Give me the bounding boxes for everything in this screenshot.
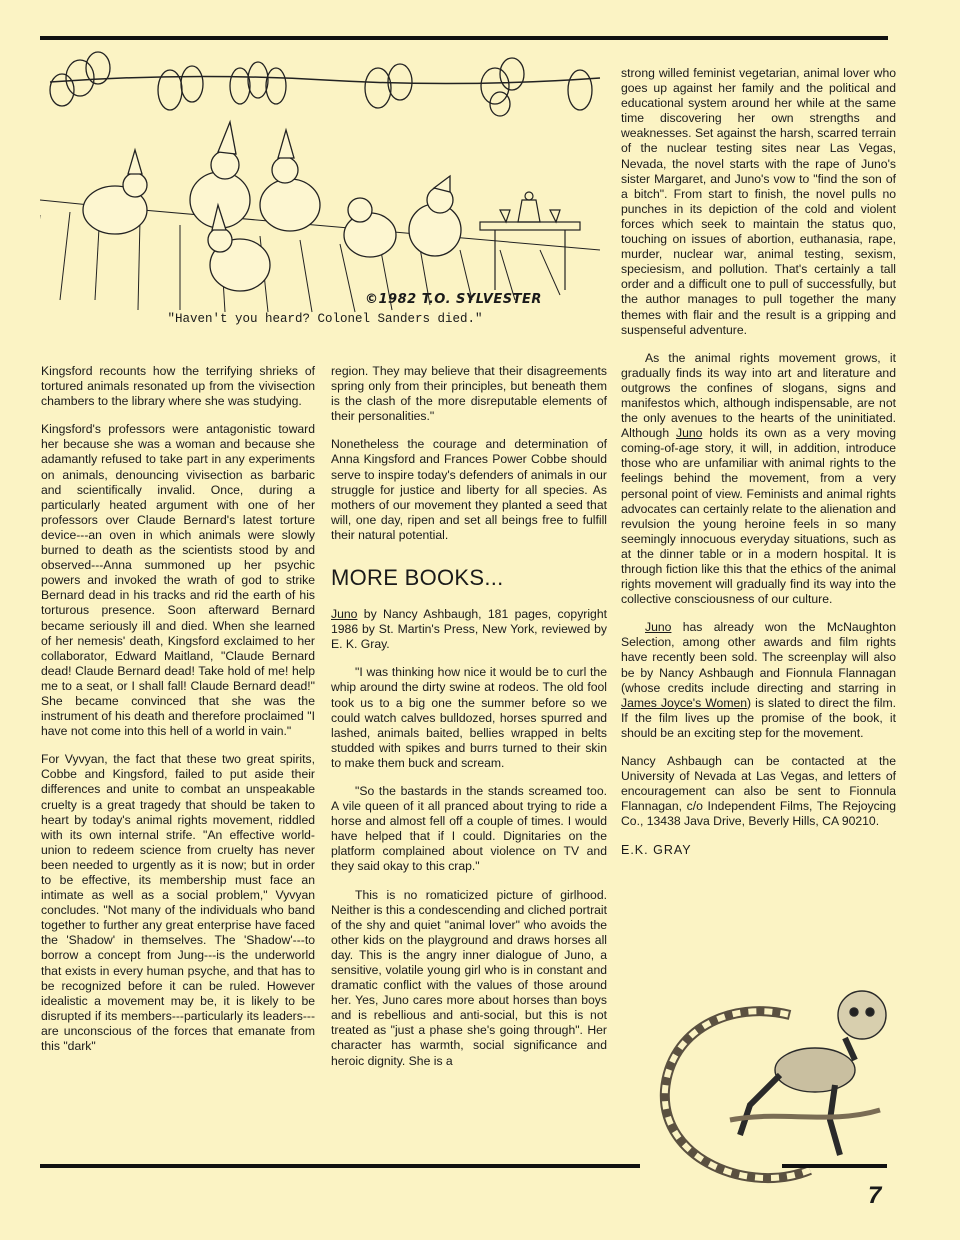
page-number: 7 (868, 1182, 882, 1209)
bottom-rule-right (782, 1164, 887, 1168)
paragraph: As the animal rights movement grows, it gradually finds its way into art and literature and outgrows the confines of slogans, signs and manifestos which, although indispensable, are not the only avenues to the hearts of the uninitiated. Although Juno holds its own as a very moving coming-of-age story, it will, in addition, introduce those who are unfamiliar with animal rights to the feelings behind the movement, from a very personal point of view. Feminists and animal rights advocates can certainly relate to the alienation and revulsion the young heroine feels in so many seemingly innocuous everyday situations, such as at the dinner table or in a modern hospital. It is through fiction like this that the ethics of the animal rights movement will gradually find its way into the collective consciousness of our culture. (621, 350, 896, 607)
column-middle (331, 364, 607, 1082)
top-rule (40, 36, 888, 40)
cartoon-caption: "Haven't you heard? Colonel Sanders died." (167, 312, 483, 326)
book-info: by Nancy Ashbaugh, 181 pages, copyright 1986 by St. Martin's Press, New York, reviewed by E. K. Gray. (331, 607, 607, 652)
paragraph: Kingsford recounts how the terrifying shrieks of tortured animals resonated up from the vivisection chambers to the library where she was studying. (41, 364, 315, 409)
book-title: Juno (331, 607, 358, 622)
paragraph: region. They may believe that their disagreements spring only from their principles, but beneath them is the clash of the more disreputable elements of their personalities." (331, 364, 607, 424)
paragraph: Nonetheless the courage and determination of Anna Kingsford and Frances Power Cobbe should serve to inspire today's defenders of animals in our struggle for justice and liberty for all species. As mothers of our movement they planted a seed that will, one day, ripen and set all beings free to fulfill their natural potential. (331, 437, 607, 542)
column-left (41, 364, 315, 1067)
author-byline: E.K. GRAY (621, 842, 692, 857)
column-right (621, 66, 896, 871)
film-title: James Joyce's Women (621, 695, 748, 710)
book-title: Juno (675, 426, 703, 441)
paragraph: "I was thinking how nice it would be to curl the whip around the dirty swine at rodeos. The old fool took us to a big one the summer before so we could watch calves bulldozed, horses spurred and lashed, animals baited, bellies wrapped in belts studded with spikes and burrs turned to their skin to make them buck and scream. (331, 665, 607, 770)
paragraph: Juno has already won the McNaughton Selection, among other awards and film rights have recently been sold. The screenplay will also be by Nancy Ashbaugh and Fionnula Flannagan (whose credits include directing and starring in James Joyce's Women) is slated to direct the film. If the film lives up the promise of the book, it should be an exciting step for the movement. (621, 620, 897, 740)
paragraph: Nancy Ashbaugh can be contacted at the University of Nevada at Las Vegas, and letters of encouragement can also be sent to Fionnula Flannagan, c/o Independent Films, The Rejoycing Co., 13438 Java Drive, Beverly Hills, CA 90210. (621, 754, 896, 829)
paragraph: For Vyvyan, the fact that these two great spirits, Cobbe and Kingsford, failed to put aside their differences and unite to combat an unspeakable cruelty is a great tragedy that should be taken to heart by today's animal rights movement, riddled with its own internal strife. "An effective world-union to redeem science from cruelty has never been needed to urgently as it is now; but in order to be effective, its membership must face an intimate as well as a social problem," Vyvyan concludes. "Not many of the individuals who band together to further any great enterprise have faced the 'Shadow' in themselves. The 'Shadow'---to borrow a concept from Jung---is the underworld that exists in every human psyche, and that has to be recognized before it can be ruled. However idealistic a movement may be, it is likely to be disrupted if its members---particularly its leaders---are unconscious of the forces that emanate from this "dark" (41, 752, 315, 1054)
section-heading: MORE BOOKS... (331, 565, 504, 591)
book-citation (331, 607, 607, 652)
paragraph: This is no romaticized picture of girlhood. Neither is this a condescending and cliched portrait of the shy and quiet "animal lover" who avoids the other kids on the playground and draws horses all day. This is the angry inner dialogue of Juno, a sensitive, volatile young girl who is in constant and dramatic conflict with the values of those around her. Yes, Juno cares more about horses than boys and is rebellious and anti-social, but this is not treated as "just a phase she's going through". Her character has warmth, social significance and heroic dignity. She is a (331, 887, 607, 1068)
cartoon-signature: ©1982 T.O. SYLVESTER (365, 292, 542, 307)
lemur-illustration (640, 960, 890, 1190)
paragraph: "So the bastards in the stands screamed too. A vile queen of it all pranced about trying to ride a horse and almost fell off a couple of times. I would have helped that if I could. Dignitaries on the platform complained about violence on TV and they said okay to this crap." (331, 783, 607, 874)
book-title: Juno (645, 620, 672, 635)
paragraph: strong willed feminist vegetarian, animal lover who goes up against her family and the political and educational system around her while at the same time discovering her own strengths and weaknesses. Set against the harsh, scarred terrain of the nuclear testing sites near Las Vegas, Nevada, the novel starts with the rape of Juno's sister Margaret, and Juno's vow to "find the son of a bitch". From start to finish, the novel pulls no punches in its depiction of the cold and violent forces which seek to maintain the status quo, touching on issues of abortion, euthanasia, rape, murder, nuclear war, animal testing, sexism, speciesism, and pollution. That's certainly a tall order and a difficult one to pull of successfully, but the author manages to pull together the many themes with flair and the result is a gripping and suspenseful adventure. (621, 66, 896, 337)
bottom-rule (40, 1164, 640, 1168)
paragraph: Kingsford's professors were antagonistic toward her because she was a woman and because she adamantly refused to take part in any experiments on animals, denouncing vivisection as barbaric and scientifically invalid. Once, during a particularly heated argument with one of her professors over Claude Bernard's latest torture device---an oven in which animals were slowly burned to death as the scientists stood by and observed---Anna summoned up her psychic powers and invoked the wrath of god to strike Bernard dead in his tracks and rid the earth of his torturous presence. Soon afterward Bernard became seriously ill and died. When she learned of her nemesis' death, Kingsford exclaimed to her collaborator, Edward Maitland, "Claude Bernard dead! Claude Bernard dead! Take hold of me! help me to a seat, or I shall fall! Claude Bernard dead!" She became convinced that she was the instrument of his death and therefore proclaimed "I have not come into this hell of a world in vain." (41, 422, 315, 739)
